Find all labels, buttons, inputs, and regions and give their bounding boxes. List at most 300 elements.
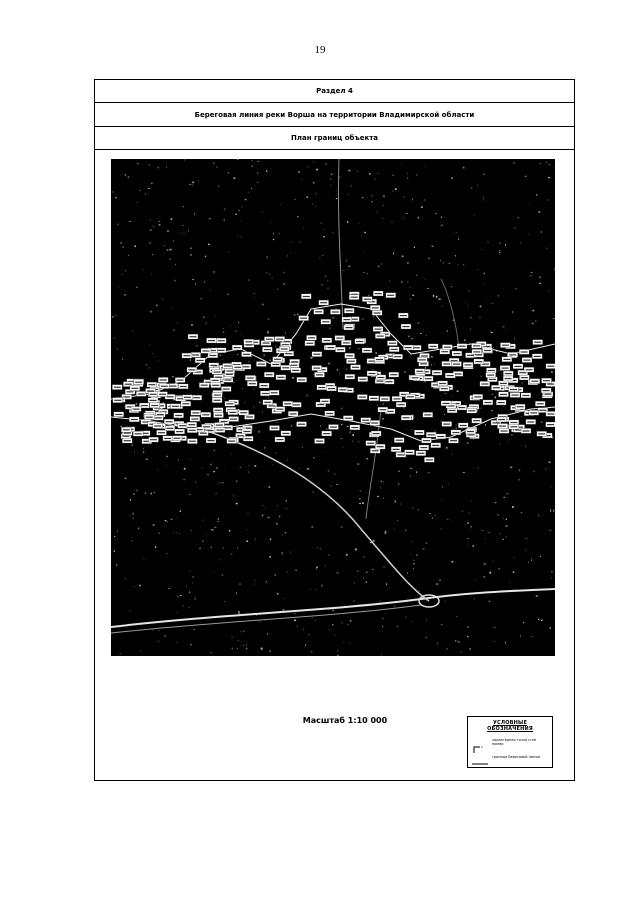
point-number-glyphs [215,410,222,411]
terrain-speckle [486,298,487,299]
terrain-speckle [254,293,256,294]
terrain-speckle [492,394,493,395]
terrain-speckle [316,169,318,171]
terrain-speckle [497,514,499,516]
terrain-speckle [470,527,472,528]
point-number-glyphs [203,350,210,351]
terrain-speckle [506,525,508,527]
terrain-speckle [315,193,316,194]
point-number-glyphs [337,349,344,350]
terrain-speckle [211,547,212,549]
terrain-speckle [237,547,238,548]
point-number-glyphs [218,350,225,351]
point-number-glyphs [460,425,467,426]
terrain-speckle [467,636,468,637]
terrain-speckle [267,633,268,635]
point-number-glyphs [322,321,329,322]
terrain-speckle [499,250,500,251]
terrain-speckle [354,582,355,584]
terrain-speckle [167,250,169,251]
point-number-glyphs [281,348,288,349]
terrain-speckle [322,284,323,285]
terrain-speckle [280,204,281,205]
point-number-glyphs [258,364,265,365]
point-number-glyphs [298,379,305,380]
terrain-speckle [505,536,507,537]
point-number-glyphs [212,385,219,386]
terrain-speckle [158,360,159,361]
terrain-speckle [242,206,243,208]
terrain-speckle [446,649,448,650]
terrain-speckle [395,500,397,502]
point-number-glyphs [351,427,358,428]
terrain-speckle [432,517,433,518]
terrain-speckle [249,361,250,362]
terrain-speckle [297,216,299,217]
terrain-speckle [425,382,426,383]
terrain-speckle [305,644,306,646]
terrain-speckle [525,550,526,552]
terrain-speckle [159,224,161,225]
terrain-speckle [493,347,494,348]
terrain-speckle [252,161,253,162]
terrain-speckle [299,241,300,243]
terrain-speckle [550,530,552,531]
terrain-speckle [220,355,222,357]
terrain-speckle [270,539,271,541]
point-number-glyphs [373,433,380,434]
terrain-speckle [173,330,175,331]
terrain-speckle [479,317,480,318]
terrain-speckle [237,159,239,160]
terrain-speckle [189,184,191,185]
point-number-glyphs [517,406,524,407]
terrain-speckle [190,644,191,646]
point-number-glyphs [237,435,244,436]
point-number-glyphs [189,430,196,431]
terrain-speckle [119,287,120,288]
terrain-speckle [205,534,206,535]
terrain-speckle [480,408,482,409]
point-number-glyphs [202,414,209,415]
point-number-glyphs [501,430,508,431]
terrain-speckle [269,556,271,558]
terrain-speckle [483,576,485,577]
terrain-speckle [183,206,184,207]
terrain-speckle [303,228,305,229]
terrain-speckle [252,165,254,167]
terrain-speckle [523,622,524,624]
point-number-glyphs [320,302,327,303]
point-number-glyphs [272,364,279,365]
terrain-speckle [325,451,326,452]
point-number-glyphs [224,427,231,428]
point-number-glyphs [487,375,494,376]
terrain-speckle [456,616,458,617]
terrain-speckle [138,528,139,530]
terrain-speckle [431,364,432,366]
terrain-speckle [462,511,463,512]
point-number-glyphs [412,377,419,378]
terrain-speckle [362,502,364,504]
point-number-glyphs [413,347,420,348]
terrain-speckle [162,299,163,300]
terrain-speckle [202,541,203,542]
terrain-speckle [410,476,411,477]
point-number-glyphs [515,366,522,367]
point-number-glyphs [330,427,337,428]
terrain-speckle [468,305,469,306]
point-number-glyphs [141,405,148,406]
point-number-glyphs [484,350,491,351]
terrain-speckle [247,529,248,530]
point-number-glyphs [489,379,496,380]
point-number-glyphs [359,397,366,398]
terrain-speckle [350,432,351,433]
terrain-speckle [256,615,257,616]
terrain-speckle [539,276,540,278]
terrain-speckle [268,397,269,398]
terrain-speckle [169,259,170,260]
point-number-glyphs [166,428,173,429]
terrain-speckle [499,252,500,254]
terrain-speckle [502,539,504,540]
terrain-speckle [135,245,136,247]
point-number-glyphs [157,414,164,415]
terrain-speckle [468,513,470,514]
terrain-speckle [389,281,390,282]
terrain-speckle [340,373,341,374]
terrain-speckle [377,212,379,213]
terrain-speckle [548,468,549,469]
terrain-speckle [538,211,540,213]
terrain-speckle [503,326,505,328]
point-number-glyphs [346,376,353,377]
terrain-speckle [238,640,239,641]
terrain-speckle [519,479,520,480]
legend-title: УСЛОВНЫЕ ОБОЗНАЧЕНИЯ [487,720,533,732]
terrain-speckle [164,525,165,526]
point-number-glyphs [439,383,446,384]
point-number-glyphs [527,421,534,422]
point-number-glyphs [493,422,500,423]
terrain-speckle [273,239,274,240]
terrain-speckle [418,509,419,510]
terrain-speckle [240,467,241,468]
terrain-speckle [478,467,479,468]
point-number-glyphs [150,400,157,401]
terrain-speckle [224,398,225,399]
terrain-speckle [130,499,131,501]
terrain-speckle [470,328,471,330]
terrain-speckle [416,554,417,556]
terrain-speckle [120,653,122,654]
terrain-speckle [410,287,411,288]
point-number-glyphs [393,449,400,450]
terrain-speckle [362,197,363,198]
terrain-speckle [341,526,343,528]
terrain-speckle [298,171,299,173]
terrain-speckle [150,220,151,221]
terrain-speckle [473,545,474,547]
terrain-speckle [443,263,444,264]
terrain-speckle [326,429,327,430]
terrain-speckle [310,589,311,590]
terrain-speckle [368,295,369,296]
terrain-speckle [213,163,214,165]
terrain-speckle [347,624,349,625]
point-number-glyphs [268,405,275,406]
terrain-speckle [114,550,115,552]
terrain-speckle [498,370,500,371]
terrain-speckle [223,332,224,333]
terrain-speckle [488,242,489,243]
terrain-speckle [189,592,191,594]
point-number-glyphs [271,428,278,429]
point-number-glyphs [452,432,459,433]
terrain-speckle [423,548,425,549]
point-number-glyphs [274,359,281,360]
map-legend [467,716,553,768]
point-number-glyphs [424,414,431,415]
point-number-glyphs [502,345,509,346]
point-number-glyphs [526,369,533,370]
terrain-speckle [531,558,532,559]
terrain-speckle [407,282,409,283]
point-number-glyphs [188,424,195,425]
point-number-glyphs [346,355,353,356]
terrain-speckle [301,179,302,180]
terrain-speckle [475,580,477,581]
point-number-glyphs [547,424,554,425]
point-number-glyphs [155,417,162,418]
terrain-speckle [541,231,542,232]
terrain-speckle [464,339,465,341]
terrain-speckle [153,630,154,631]
terrain-speckle [115,315,117,316]
terrain-speckle [483,199,484,200]
terrain-speckle [463,264,464,265]
point-number-glyphs [503,359,510,360]
terrain-speckle [149,242,151,244]
point-number-glyphs [151,405,158,406]
terrain-speckle [171,308,172,309]
terrain-speckle [337,572,339,574]
terrain-speckle [348,194,350,195]
terrain-speckle [311,357,313,359]
terrain-speckle [276,346,277,348]
terrain-speckle [520,434,521,435]
terrain-speckle [383,482,384,483]
point-number-glyphs [226,374,233,375]
terrain-speckle [441,306,442,307]
terrain-speckle [553,510,554,512]
terrain-speckle [493,560,494,562]
terrain-speckle [548,177,550,178]
terrain-speckle [313,491,314,493]
terrain-speckle [190,254,192,256]
terrain-speckle [210,290,211,291]
terrain-speckle [211,529,213,531]
terrain-speckle [241,631,242,632]
point-number-glyphs [543,390,550,391]
terrain-speckle [133,586,134,587]
point-number-glyphs [166,421,173,422]
terrain-speckle [285,332,286,333]
terrain-speckle [448,484,449,485]
terrain-speckle [167,553,168,554]
terrain-speckle [167,456,168,457]
terrain-speckle [416,275,417,276]
terrain-speckle [381,263,382,264]
terrain-speckle [485,424,486,426]
terrain-speckle [401,281,402,283]
terrain-speckle [183,479,184,480]
terrain-speckle [239,584,241,585]
point-number-glyphs [300,318,307,319]
point-number-glyphs [125,384,132,385]
terrain-speckle [311,526,313,528]
terrain-speckle [489,601,491,602]
terrain-speckle [275,574,276,576]
point-number-glyphs [191,418,198,419]
terrain-speckle [551,571,553,572]
terrain-speckle [194,629,195,630]
terrain-speckle [336,190,337,191]
point-number-glyphs [214,400,221,401]
point-number-glyphs [159,394,166,395]
terrain-speckle [314,457,315,459]
terrain-speckle [397,520,398,521]
terrain-speckle [380,481,382,482]
point-number-glyphs [303,296,310,297]
terrain-speckle [281,552,283,553]
terrain-speckle [322,255,323,256]
terrain-speckle [413,568,414,569]
terrain-speckle [416,471,417,473]
point-number-glyphs [164,438,171,439]
point-number-glyphs [537,403,544,404]
terrain-speckle [343,270,345,271]
terrain-speckle [176,518,177,519]
terrain-speckle [294,613,295,614]
terrain-speckle [287,460,288,461]
terrain-speckle [136,403,138,404]
point-number-glyphs [545,394,552,395]
terrain-speckle [302,447,303,448]
terrain-speckle [149,367,150,369]
terrain-speckle [331,178,332,179]
terrain-speckle [191,530,192,531]
terrain-speckle [420,333,422,334]
terrain-speckle [408,336,409,338]
terrain-speckle [510,582,511,583]
terrain-speckle [267,331,269,332]
terrain-speckle [165,520,167,521]
terrain-speckle [531,472,532,473]
terrain-speckle [392,174,394,176]
point-number-glyphs [364,299,371,300]
boundary-map [111,159,555,656]
terrain-speckle [458,641,460,642]
terrain-speckle [285,532,286,533]
terrain-speckle [290,552,291,553]
point-number-glyphs [183,355,190,356]
point-number-glyphs [403,326,410,327]
terrain-speckle [412,507,414,508]
terrain-speckle [412,621,414,622]
terrain-speckle [474,214,475,215]
terrain-speckle [157,469,158,471]
terrain-speckle [332,233,334,234]
terrain-speckle [432,246,434,247]
terrain-speckle [295,199,296,200]
terrain-speckle [201,467,202,468]
terrain-speckle [357,571,358,573]
terrain-speckle [336,198,337,199]
terrain-speckle [541,620,543,621]
terrain-speckle [120,426,122,427]
point-number-glyphs [226,403,233,404]
terrain-speckle [219,483,221,484]
terrain-speckle [199,548,201,549]
point-number-glyphs [277,377,284,378]
point-number-glyphs [263,343,270,344]
terrain-speckle [411,541,412,542]
point-number-glyphs [443,403,450,404]
point-number-glyphs [249,383,256,384]
point-number-glyphs [345,327,352,328]
terrain-speckle [530,203,531,204]
terrain-speckle [254,580,256,581]
terrain-speckle [403,217,404,219]
terrain-speckle [225,467,226,468]
terrain-speckle [461,652,462,653]
terrain-speckle [315,206,316,207]
terrain-speckle [257,172,258,174]
terrain-speckle [369,173,371,174]
terrain-speckle [120,242,122,243]
terrain-speckle [478,269,479,270]
point-number-glyphs [221,421,228,422]
point-number-glyphs [534,356,541,357]
point-number-glyphs [189,441,196,442]
terrain-speckle [146,459,148,460]
point-number-glyphs [484,402,491,403]
point-number-glyphs [352,367,359,368]
terrain-speckle [167,230,168,232]
terrain-speckle [139,585,141,587]
point-number-glyphs [292,370,299,371]
terrain-speckle [123,246,124,248]
point-number-glyphs [449,410,456,411]
terrain-speckle [372,369,374,370]
terrain-speckle [224,208,226,210]
terrain-speckle [447,519,449,520]
point-number-glyphs [473,351,480,352]
terrain-speckle [246,648,247,650]
terrain-speckle [328,555,329,556]
terrain-speckle [192,182,194,184]
point-number-glyphs [473,345,480,346]
terrain-speckle [505,642,506,644]
terrain-speckle [407,262,408,264]
point-number-glyphs [315,311,322,312]
terrain-speckle [406,429,407,430]
terrain-speckle [180,595,182,596]
point-number-glyphs [547,413,554,414]
point-number-glyphs [505,378,512,379]
